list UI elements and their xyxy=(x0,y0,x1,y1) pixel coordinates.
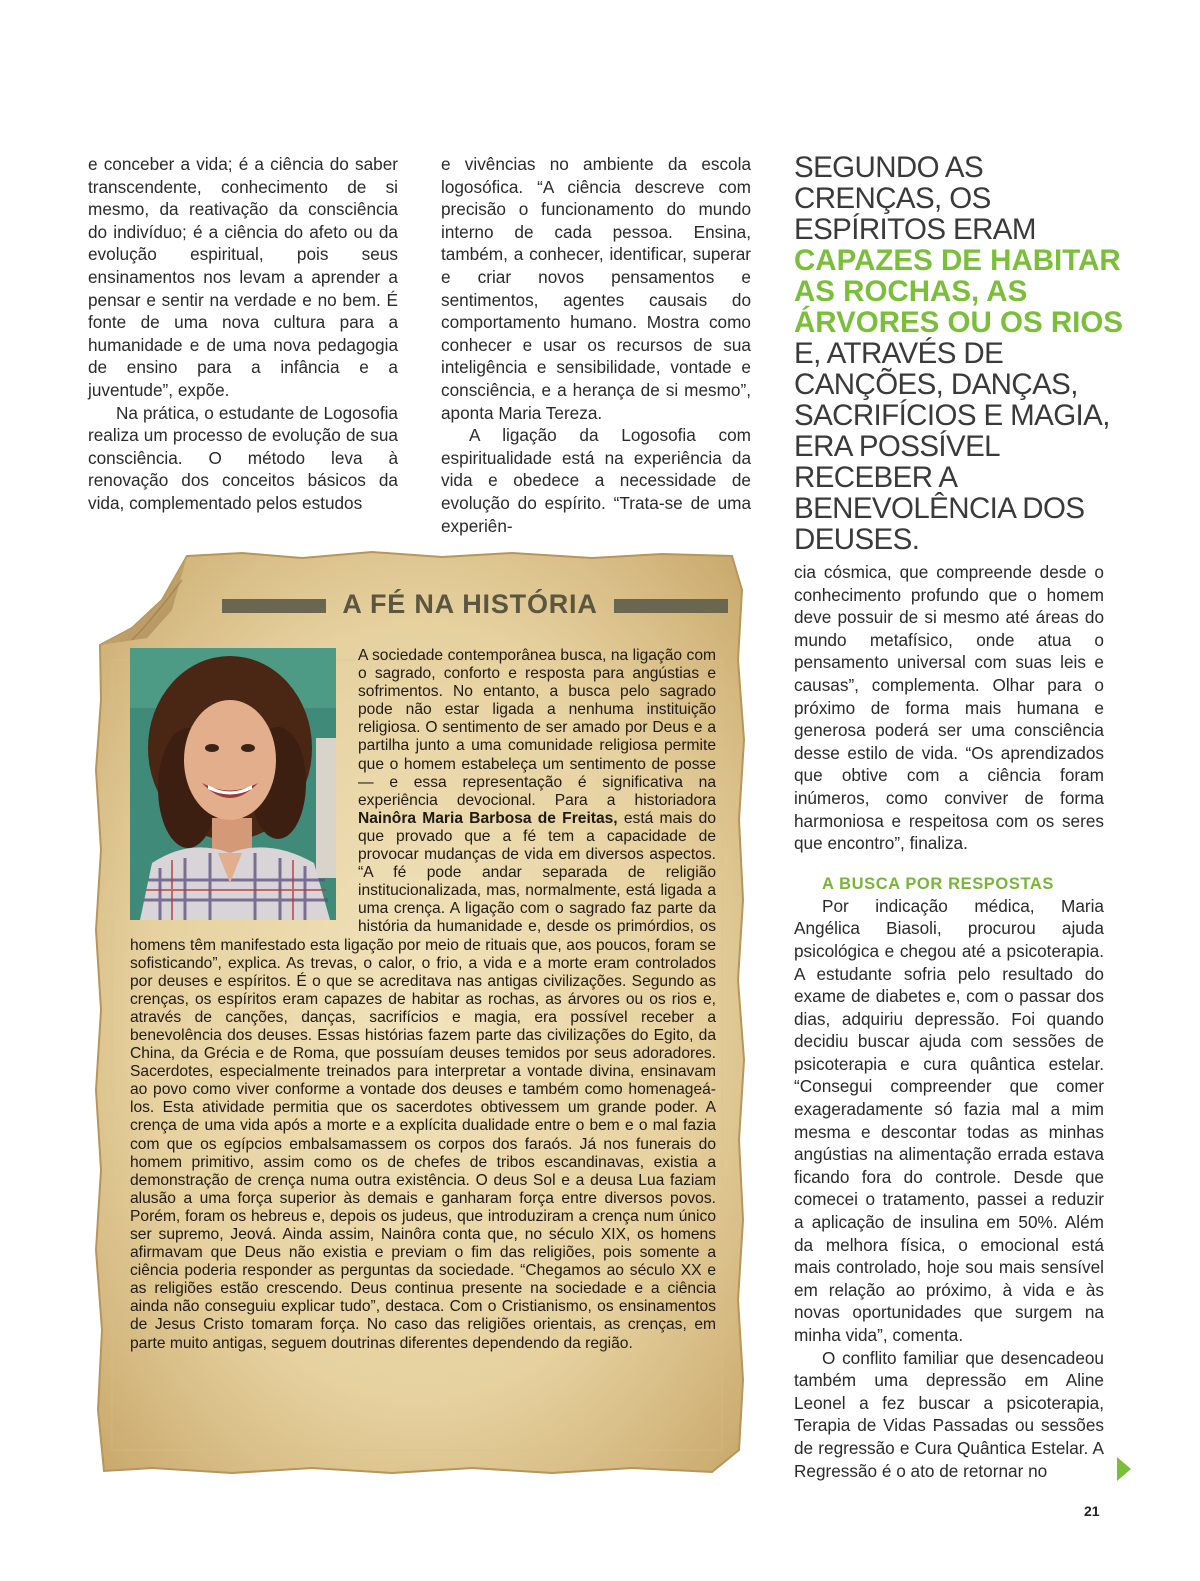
pull-quote xyxy=(794,152,1124,555)
historian-name: Nainôra Maria Barbosa de Freitas, xyxy=(358,809,618,827)
subheading: A BUSCA POR RESPOSTAS xyxy=(822,874,1055,893)
sidebar-body xyxy=(130,647,716,1353)
paragraph: e vivências no ambiente da escola logosófica. “A ciência descreve com precisão o funcionamento do mundo interno de cada pessoa. Ensina, também, a conhecer, identificar, superar e criar novos pensamentos e sentimentos, agentes causais do comportamento humano. Mostra como conhecer e usar os recursos de sua inteligência e sensibilidade, vontade e consciência, e a herança de si mesmo”, aponta Maria Tereza. xyxy=(441,154,751,423)
title-bar-right xyxy=(614,599,728,613)
article-column-2 xyxy=(441,153,751,537)
article-column-3 xyxy=(794,561,1104,1482)
title-bar-left xyxy=(222,599,326,613)
paragraph: O conflito familiar que desencadeou também uma depressão em Aline Leonel a fez buscar a psicoterapia, Terapia de Vidas Passadas ou sessões de regressão e Cura Quântica Estelar. A Regressão é o ato de retornar no xyxy=(794,1347,1104,1481)
pull-quote-text: SEGUNDO AS CRENÇAS, OS ESPÍRITOS ERAM xyxy=(794,151,1036,246)
pull-quote-highlight: CAPAZES DE HABITAR AS ROCHAS, AS ÁRVORES OU OS RIOS xyxy=(794,244,1123,339)
sidebar-text: A sociedade contemporânea busca, na ligação com o sagrado, conforto e resposta para angústias e sofrimentos. No entanto, a busca pelo sagrado pode não estar ligada a nenhuma instituição religiosa. O sentimento de ser amado por Deus e a partilha junto a uma comunidade religiosa permite que o homem estabeleça um sentimento de posse — e essa representação é significativa na experiência devocional. Para a historiadora xyxy=(358,647,716,809)
sidebar-heading: A FÉ NA HISTÓRIA xyxy=(342,589,598,619)
page-number: 21 xyxy=(1084,1503,1100,1519)
sidebar-title xyxy=(112,586,726,622)
paragraph: Na prática, o estudante de Logosofia realiza um processo de evolução de sua consciência. O método leva à renovação dos conceitos básicos da vida, complementado pelos estudos xyxy=(88,402,398,513)
sidebar-text: está mais do que provado que a fé tem a capacidade de provocar mudanças de vida em diversos aspectos. “A fé pode andar separada de religião institucionalizada, mas, normalmente, está ligada a uma crença. A ligação com o sagrado faz parte da história da humanidade e, desde os primórdios, os homens têm manifestado esta ligação por meio de rituais que, aos poucos, foram se sofisticando”, explica. As trevas, o calor, o frio, a vida e a morte eram controlados por deuses e espíritos. É o que se acreditava nas antigas civilizações. Segundo as crenças, os espíritos eram capazes de habitar as rochas, as árvores ou os rios e, através de canções, danças, sacrifícios e magia, era possível receber a benevolência dos deuses. Essas histórias fazem parte das civilizações do Egito, da China, da Grécia e de Roma, que possuíam deuses temidos por seus adoradores. Sacerdotes, especialmente treinados para interpretar a vontade divina, ensinavam ao povo como viver conforme a vontade dos deuses e também como homenageá-los. Esta atividade permitia que os sacerdotes obtivessem um grande poder. A crença de uma vida após a morte e a explícita dualidade entre o bem e o mal fazia com que os egípcios embalsamassem os corpos dos faraós. Já nos funerais do homem primitivo, assim como os de chefes de tribos escandinavas, existia a demonstração de crença numa outra existência. O deus Sol e a deusa Lua faziam alusão a uma força superior às demais e ganharam força entre diversos povos. Porém, foram os hebreus e, depois os judeus, que introduziram a crença num único ser supremo, Jeová. Ainda assim, Nainôra conta que, no século XIX, os homens afirmavam que Deus não existia e previam o fim das religiões, pois somente a ciência poderia responder as perguntas da sociedade. “Chegamos ao século XX e as religiões estão crescendo. Deus continua presente na sociedade e a ciência ainda não conseguiu explicar tudo”, destaca. Com o Cristianismo, os ensinamentos de Jesus Cristo tomaram força. No caso das religiões orientais, as crenças, em parte muito antigas, seguem doutrinas diferentes dependendo da região. xyxy=(130,809,716,1352)
article-column-1 xyxy=(88,153,398,515)
pull-quote-text: E, ATRAVÉS DE CANÇÕES, DANÇAS, SACRIFÍCIOS E MAGIA, ERA POSSÍVEL RECEBER A BENEVOLÊNCIA DOS DEUSES. xyxy=(794,337,1110,556)
paragraph: cia cósmica, que compreende desde o conhecimento profundo que o homem deve possuir de si mesmo até áreas do mundo metafísico, onde atua o pensamento universal com suas leis e causas”, complementa. Olhar para o próximo de forma mais humana e generosa poderá ser uma consciência desse estilo de vida. “Os aprendizados que obtive com a ciência foram inúmeros, como conviver de forma harmoniosa e respeitosa com os seres que encontro”, finaliza. xyxy=(794,562,1104,854)
sidebar-box xyxy=(92,550,746,1477)
paragraph: e conceber a vida; é a ciência do saber transcendente, conhecimento de si mesmo, da reativação da consciência do indivíduo; é a ciência do afeto ou da evolução espiritual, pois seus ensinamentos nos levam a aprender a pensar e sentir na verdade e no bem. É fonte de uma nova cultura para a humanidade e de uma nova pedagogia de ensino para a infância e a juventude”, expõe. xyxy=(88,154,398,400)
photo-spacer xyxy=(130,647,358,927)
paragraph: Por indicação médica, Maria Angélica Biasoli, procurou ajuda psicológica e chegou até a psicoterapia. A estudante sofria pelo resultado do exame de diabetes e, com o passar dos dias, adquiriu depressão. Foi quando decidiu buscar ajuda com sessões de psicoterapia e cura quântica estelar. “Consegui compreender que comer exageradamente só fazia mal a mim mesma e descontar todas as minhas angústias na alimentação errada estava ficando fora do controle. Desde que comecei o tratamento, passei a reduzir a aplicação de insulina em 50%. Além da melhora física, o emocional está mais controlado, hoje sou mais sensível em relação ao próximo, à vida e às novas oportunidades que surgem na minha vida”, comenta. xyxy=(794,895,1104,1345)
next-page-arrow-icon[interactable] xyxy=(1117,1457,1131,1481)
paragraph: A ligação da Logosofia com espiritualidade está na experiência da vida e obedece a necessidade de evolução do espírito. “Trata-se de uma experiên- xyxy=(441,425,751,536)
